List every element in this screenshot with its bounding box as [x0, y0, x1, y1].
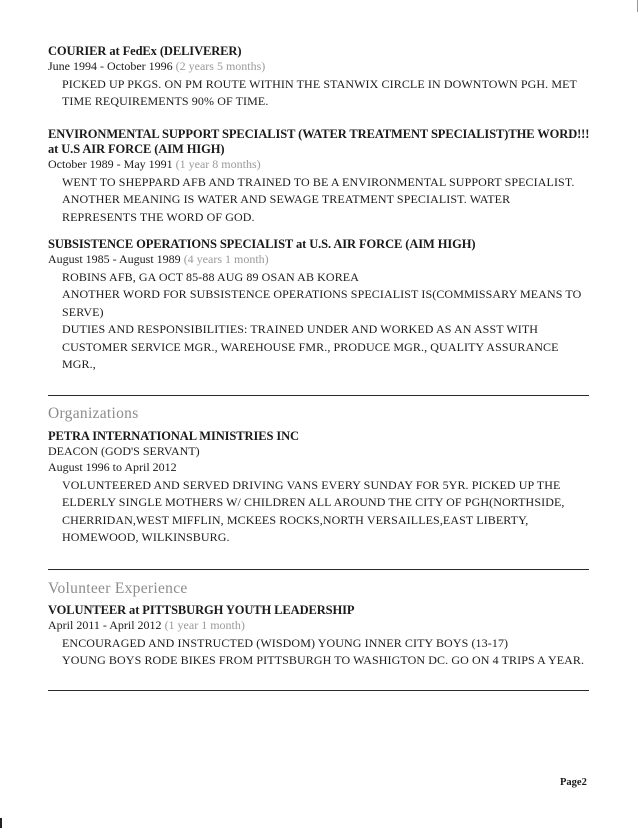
section-divider [48, 569, 589, 570]
duration: (4 years 1 month) [183, 252, 269, 266]
date-range: June 1994 - October 1996 [48, 59, 173, 73]
description-line: ENCOURAGED AND INSTRUCTED (WISDOM) YOUNG INNER CITY BOYS (13-17) [62, 636, 509, 650]
page-number: Page2 [560, 777, 587, 788]
duration: (1 year 1 month) [164, 618, 245, 632]
duration: (1 year 8 months) [175, 157, 261, 171]
job-dates [48, 59, 608, 74]
description-line: MGR., [62, 357, 96, 372]
description-line: ROBINS AFB, GA OCT 85-88 AUG 89 OSAN AB KOREA [62, 270, 359, 284]
job-title: ENVIRONMENTAL SUPPORT SPECIALIST (WATER TREATMENT SPECIALIST)THE WORD!!! [48, 127, 590, 141]
duration: (2 years 5 months) [175, 59, 266, 73]
volunteer-title: VOLUNTEER at PITTSBURGH YOUTH LEADERSHIP [48, 603, 355, 617]
job-title-employer: at U.S AIR FORCE (AIM HIGH) [48, 142, 225, 156]
description-line: ANOTHER MEANING IS WATER AND SEWAGE TREATMENT SPECIALIST. WATER [62, 192, 511, 207]
job-title: SUBSISTENCE OPERATIONS SPECIALIST at U.S. AIR FORCE (AIM HIGH) [48, 237, 476, 251]
job-description [62, 174, 608, 226]
description-line: SERVE) [62, 304, 104, 319]
organization-role: DEACON (GOD'S SERVANT) [48, 444, 200, 458]
organization-description [62, 477, 608, 547]
description-line: HOMEWOOD, WILKINSBURG. [62, 530, 230, 545]
date-range: April 2011 - April 2012 [48, 618, 162, 632]
organization-dates: August 1996 to April 2012 [48, 459, 177, 474]
description-line: CHERRIDAN,WEST MIFFLIN, MCKEES ROCKS,NORTH VERSAILLES,EAST LIBERTY, [62, 512, 529, 527]
scan-edge-mark [0, 818, 2, 828]
job-environmental-support [48, 127, 608, 226]
job-title: COURIER at FedEx (DELIVERER) [48, 44, 242, 58]
section-heading-organizations: Organizations [48, 405, 139, 422]
date-range: October 1989 - May 1991 [48, 157, 173, 171]
description-line: DUTIES AND RESPONSIBILITIES: TRAINED UNDER AND WORKED AS AN ASST WITH [62, 322, 539, 337]
organization-entry [48, 429, 608, 547]
section-divider [48, 690, 589, 691]
description-line: VOLUNTEERED AND SERVED DRIVING VANS EVERY SUNDAY FOR 5YR. PICKED UP THE [62, 478, 561, 492]
job-description [62, 269, 608, 373]
organization-name: PETRA INTERNATIONAL MINISTRIES INC [48, 429, 299, 443]
description-line: CUSTOMER SERVICE MGR., WAREHOUSE FMR., PRODUCE MGR., QUALITY ASSURANCE [62, 339, 559, 354]
job-dates [48, 252, 608, 267]
volunteer-description [62, 635, 608, 670]
job-dates [48, 157, 608, 172]
description-line: REPRESENTS THE WORD OF GOD. [62, 209, 255, 224]
description-line: PICKED UP PKGS. ON PM ROUTE WITHIN THE STANWIX CIRCLE IN DOWNTOWN PGH. MET [62, 77, 577, 91]
job-courier [48, 44, 608, 111]
scan-edge-mark [637, 0, 638, 12]
job-description [62, 76, 608, 111]
job-subsistence-operations [48, 237, 608, 373]
section-divider [48, 395, 589, 396]
description-line: ANOTHER WORD FOR SUBSISTENCE OPERATIONS SPECIALIST IS(COMMISSARY MEANS TO [62, 287, 582, 302]
date-range: August 1985 - August 1989 [48, 252, 181, 266]
description-line: ELDERLY SINGLE MOTHERS W/ CHILDREN ALL AROUND THE CITY OF PGH(NORTHSIDE, [62, 495, 565, 510]
volunteer-dates [48, 618, 608, 633]
description-line: YOUNG BOYS RODE BIKES FROM PITTSBURGH TO WASHIGTON DC. GO ON 4 TRIPS A YEAR. [62, 653, 585, 668]
section-heading-volunteer: Volunteer Experience [48, 580, 188, 597]
description-line: WENT TO SHEPPARD AFB AND TRAINED TO BE A ENVIRONMENTAL SUPPORT SPECIALIST. [62, 175, 575, 189]
volunteer-entry [48, 603, 608, 670]
description-line: TIME REQUIREMENTS 90% OF TIME. [62, 94, 269, 109]
